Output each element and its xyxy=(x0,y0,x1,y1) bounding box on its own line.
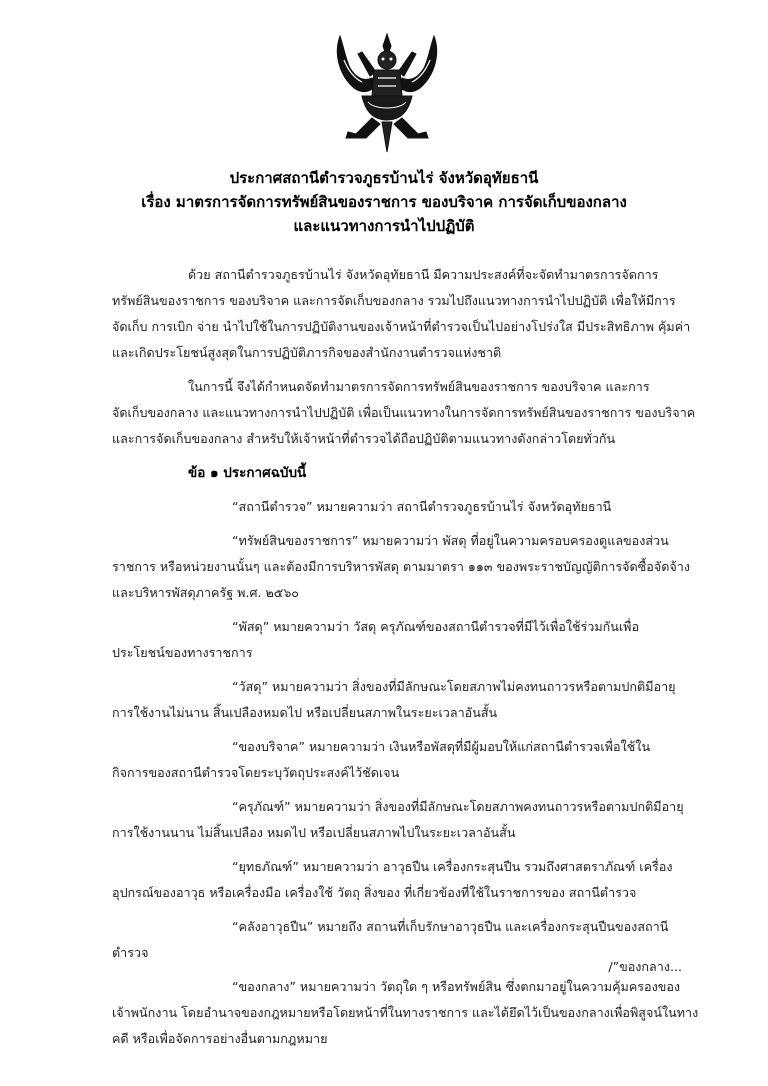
text-line: “ของบริจาค” หมายความว่า เงินหรือพัสดุที่มีผู้มอบให้แก่สถานีตำรวจเพื่อใช้ใน xyxy=(232,739,651,754)
text-line: และเกิดประโยชน์สูงสุดในการปฏิบัติภารกิจของสำนักงานตำรวจแห่งชาติ xyxy=(112,345,502,360)
definition-evidence xyxy=(112,974,699,1052)
definition-donations xyxy=(112,734,684,786)
text-line: คดี หรือเพื่อจัดการอย่างอื่นตามกฎหมาย xyxy=(112,1031,328,1046)
text-line: ราชการ หรือหน่วยงานนั้นๆ และต้องมีการบริหารพัสดุ ตามมาตรา ๑๑๓ ของพระราชบัญญัติการจัดซื้อจัดจ้าง xyxy=(112,559,690,574)
definition-materials xyxy=(112,674,684,726)
text-line: เจ้าพนักงาน โดยอำนาจของกฎหมายหรือโดยหน้าที่ในทางราชการ และได้ยึดไว้เป็นของกลางเพื่อพิสูจน์ในทาง xyxy=(112,1005,699,1020)
title-line-1: ประกาศสถานีตำรวจภูธรบ้านไร่ จังหวัดอุทัยธานี xyxy=(229,169,539,187)
text-line: ในการนี้ จึงได้กำหนดจัดทำมาตรการจัดการทรัพย์สินของราชการ ของบริจาค และการ xyxy=(188,379,650,394)
text-line: “วัสดุ” หมายความว่า สิ่งของที่มีลักษณะโดยสภาพไม่คงทนถาวรหรือตามปกติมีอายุ xyxy=(232,679,676,694)
text-line: ทรัพย์สินของราชการ ของบริจาค และการจัดเก็บของกลาง รวมไปถึงแนวทางการนำไปปฏิบัติ เพื่อให้มีการ xyxy=(112,293,676,308)
intro-paragraph xyxy=(112,262,691,366)
text-line: “พัสดุ” หมายความว่า วัสดุ ครุภัณฑ์ของสถานีตำรวจที่มีไว้เพื่อใช้ร่วมกันเพื่อ xyxy=(232,619,640,634)
text-line: ตำรวจ xyxy=(112,945,149,960)
text-line: จัดเก็บของกลาง และแนวทางการนำไปปฏิบัติ เพื่อเป็นแนวทางในการจัดการทรัพย์สินของราชการ ของบริจาค xyxy=(112,405,696,420)
text-line: “ครุภัณฑ์” หมายความว่า สิ่งของที่มีลักษณะโดยสภาพคงทนถาวรหรือตามปกติมีอายุ xyxy=(232,799,684,814)
text-line: และการจัดเก็บของกลาง สำหรับให้เจ้าหน้าที่ตำรวจได้ถือปฏิบัติตามแนวทางดังกล่าวโดยทั่วกัน xyxy=(112,431,616,446)
definition-supplies xyxy=(112,614,684,666)
text-line: “ทรัพย์สินของราชการ” หมายความว่า พัสดุ ที่อยู่ในความครอบครองดูแลของส่วน xyxy=(232,533,669,548)
document-body xyxy=(112,262,699,1052)
definition-armaments xyxy=(112,854,684,906)
text-line: “ยุทธภัณฑ์” หมายความว่า อาวุธปืน เครื่องกระสุนปืน รวมถึงศาสตราภัณฑ์ เครื่อง xyxy=(232,859,673,874)
text-line: ด้วย สถานีตำรวจภูธรบ้านไร่ จังหวัดอุทัยธานี มีความประสงค์ที่จะจัดทำมาตรการจัดการ xyxy=(188,267,659,282)
text-line: การใช้งานไม่นาน สิ้นเปลืองหมดไป หรือเปลี่ยนสภาพในระยะเวลาอันสั้น xyxy=(112,705,498,720)
page-continuation: /”ของกลาง... xyxy=(608,959,682,974)
text-line: กิจการของสถานีตำรวจโดยระบุวัตถุประสงค์ไว้ชัดเจน xyxy=(112,765,400,780)
document-title xyxy=(0,166,768,238)
garuda-emblem-icon xyxy=(332,30,442,155)
section-1-heading: ข้อ ๑ ประกาศฉบับนี้ xyxy=(188,465,307,481)
definition-armory xyxy=(112,914,684,966)
definition-station xyxy=(112,494,684,520)
purpose-paragraph xyxy=(112,374,696,452)
text-line: และบริหารพัสดุภาครัฐ พ.ศ. ๒๕๖๐ xyxy=(112,585,299,600)
title-line-3: และแนวทางการนำไปปฏิบัติ xyxy=(293,217,475,235)
text-line: “ของกลาง” หมายความว่า วัตถุใด ๆ หรือทรัพย์สิน ซึ่งตกมาอยู่ในความคุ้มครองของ xyxy=(232,979,681,994)
text-line: การใช้งานนาน ไม่สิ้นเปลือง หมดไป หรือเปลี่ยนสภาพไปในระยะเวลาอันสั้น xyxy=(112,825,516,840)
definition-equipment xyxy=(112,794,684,846)
text-line: จัดเก็บ การเบิก จ่าย นำไปใช้ในการปฏิบัติงานของเจ้าหน้าที่ตำรวจเป็นไปอย่างโปร่งใส มีประสิทธิภาพ คุ้มค่า xyxy=(112,319,691,334)
title-line-2: เรื่อง มาตรการจัดการทรัพย์สินของราชการ ของบริจาค การจัดเก็บของกลาง xyxy=(141,193,627,211)
text-line: อุปกรณ์ของอาวุธ หรือเครื่องมือ เครื่องใช้ วัตถุ สิ่งของ ที่เกี่ยวข้องที่ใช้ในราชการของ สถานีตำรวจ xyxy=(112,885,637,900)
definition-government-property xyxy=(112,528,690,606)
text-line: “สถานีตำรวจ” หมายความว่า สถานีตำรวจภูธรบ้านไร่ จังหวัดอุทัยธานี xyxy=(232,499,612,514)
text-line: ประโยชน์ของทางราชการ xyxy=(112,645,253,660)
text-line: “คลังอาวุธปืน” หมายถึง สถานที่เก็บรักษาอาวุธปืน และเครื่องกระสุนปืนของสถานี xyxy=(232,919,669,934)
